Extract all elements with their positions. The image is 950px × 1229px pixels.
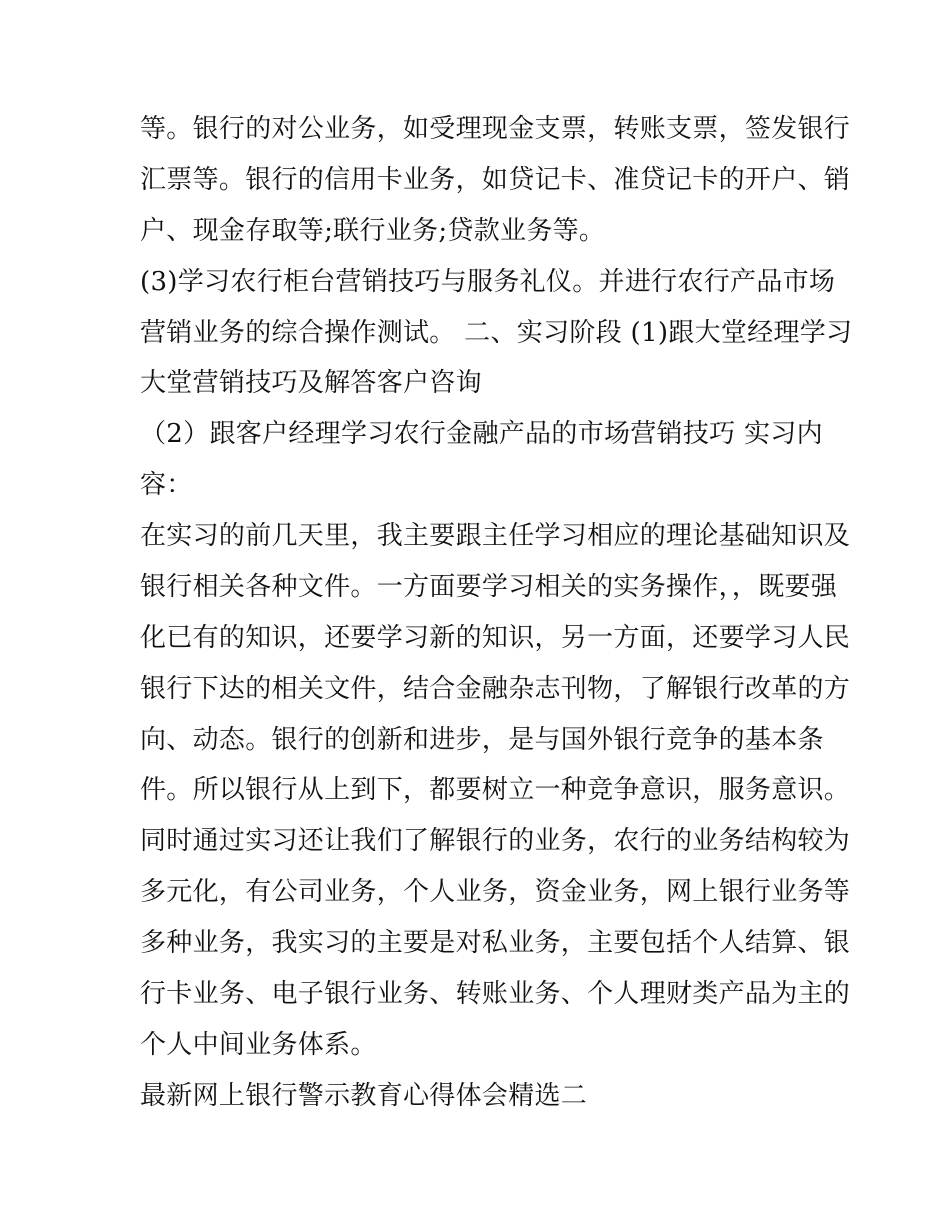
text-line: （2）跟客户经理学习农行金融产品的市场营销技巧 实习内	[140, 419, 823, 449]
text-line: 多元化，有公司业务，个人业务，资金业务，网上银行业务等	[140, 877, 851, 907]
text-line: 行卡业务、电子银行业务、转账业务、个人理财类产品为主的	[140, 979, 851, 1009]
text-line: 户、现金存取等;联行业务;贷款业务等。	[140, 216, 606, 246]
text-line: 容：	[140, 470, 193, 500]
text-line: 大堂营销技巧及解答客户咨询	[140, 368, 482, 398]
text-line: 向、动态。银行的创新和进步，是与国外银行竞争的基本条	[140, 725, 824, 755]
text-line: 营销业务的综合操作测试。 二、实习阶段 (1)跟大堂经理学习	[140, 318, 853, 348]
text-line: (3)学习农行柜台营销技巧与服务礼仪。并进行农行产品市场	[140, 267, 836, 297]
text-line: 银行下达的相关文件，结合金融杂志刊物，了解银行改革的方	[140, 674, 851, 704]
text-line: 化已有的知识，还要学习新的知识，另一方面，还要学习人民	[140, 623, 851, 653]
text-line: 汇票等。银行的信用卡业务，如贷记卡、准贷记卡的开户、销	[140, 165, 851, 195]
text-line: 多种业务，我实习的主要是对私业务，主要包括个人结算、银	[140, 928, 851, 958]
text-line: 个人中间业务体系。	[140, 1030, 377, 1060]
text-line: 件。所以银行从上到下，都要树立一种竞争意识，服务意识。	[140, 775, 851, 805]
text-line: 同时通过实习还让我们了解银行的业务，农行的业务结构较为	[140, 826, 851, 856]
text-line: 在实习的前几天里，我主要跟主任学习相应的理论基础知识及	[140, 521, 851, 551]
text-line: 等。银行的对公业务，如受理现金支票，转账支票，签发银行	[140, 114, 851, 144]
text-line: 银行相关各种文件。一方面要学习相关的实务操作，，既要强	[140, 572, 838, 602]
section-heading: 最新网上银行警示教育心得体会精选二	[140, 1081, 588, 1111]
